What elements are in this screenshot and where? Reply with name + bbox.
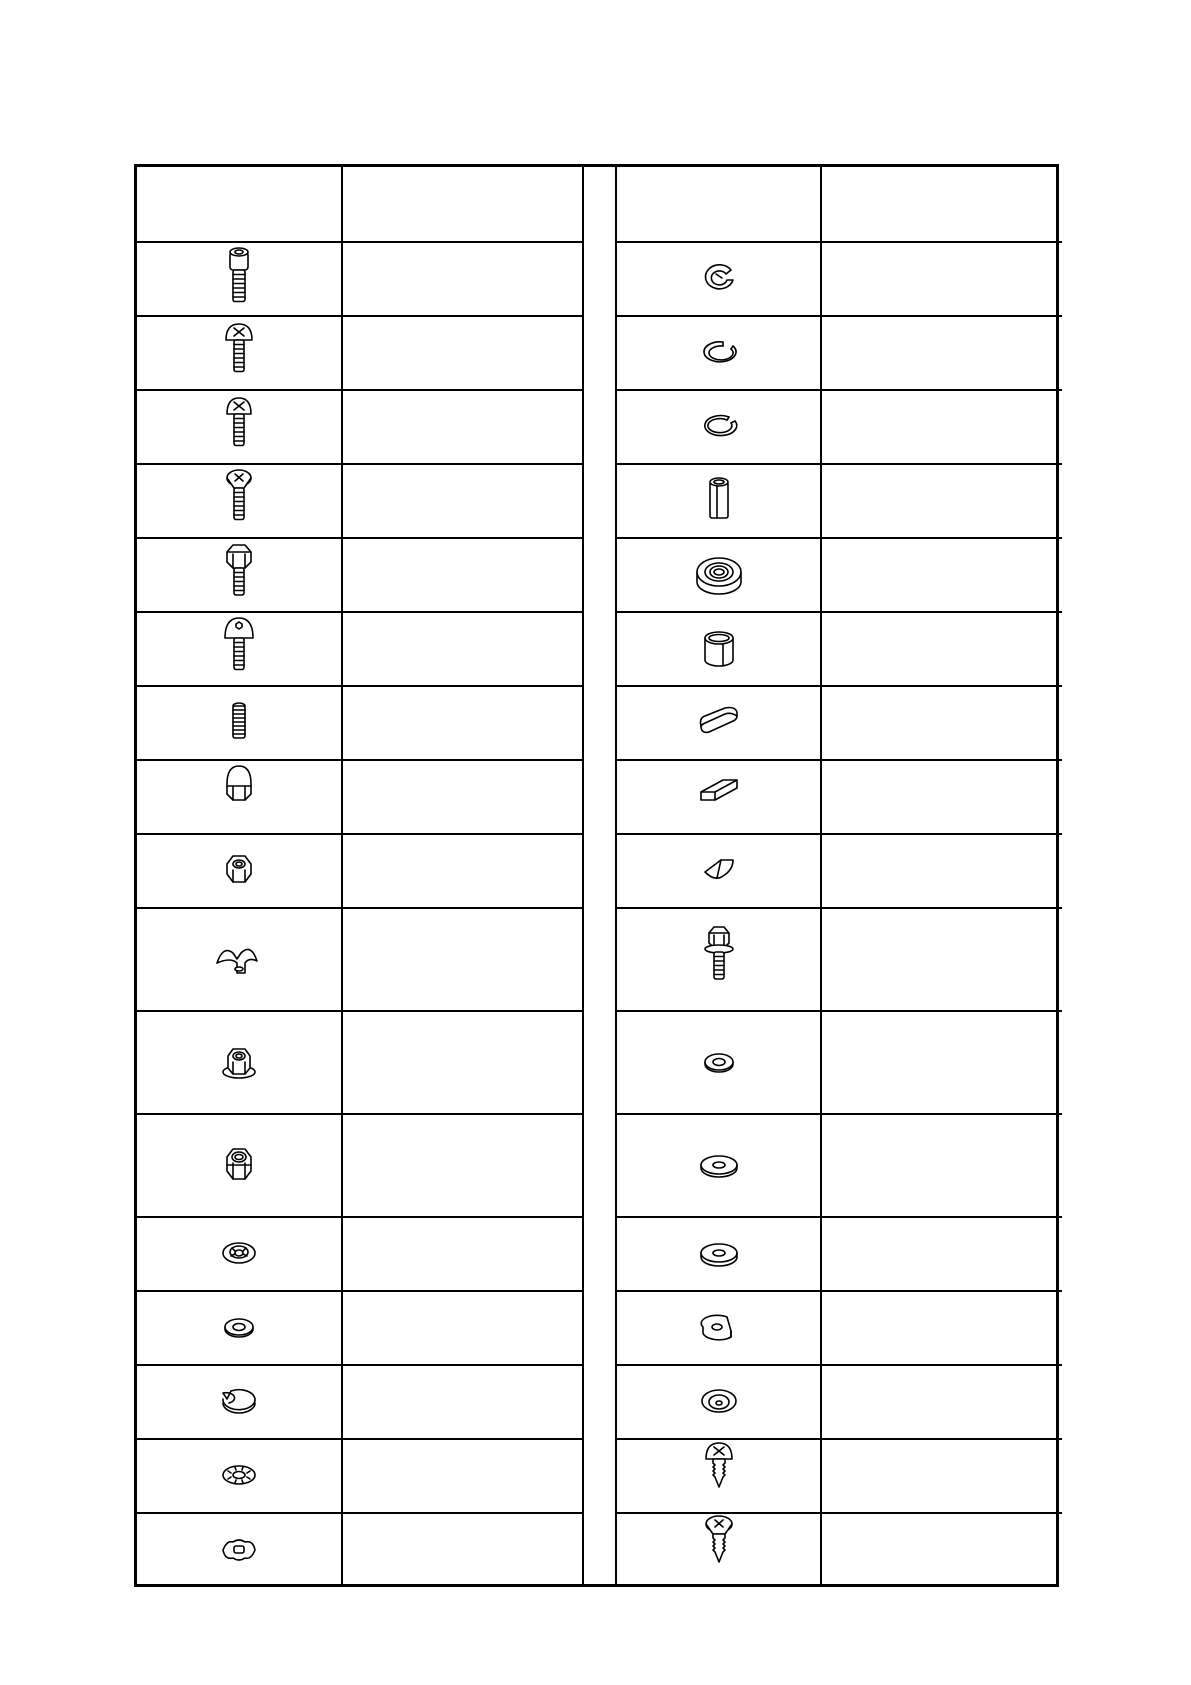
set-screw-icon <box>209 687 269 757</box>
symbol-cell <box>137 1010 341 1113</box>
description-cell <box>351 323 576 381</box>
symbol-cell <box>137 1216 341 1290</box>
symbol-cell <box>137 315 341 389</box>
description-cell <box>351 1446 576 1504</box>
description-cell <box>351 471 576 529</box>
symbol-cell <box>137 463 341 537</box>
external-snap-ring-icon <box>689 391 749 461</box>
description-cell <box>830 767 1055 825</box>
symbol-cell <box>617 537 820 611</box>
symbol-cell <box>137 833 341 907</box>
thick-flat-washer-icon <box>689 1218 749 1288</box>
description-cell <box>351 1018 576 1105</box>
symbol-cell <box>617 907 820 1010</box>
square-key-icon <box>689 761 749 831</box>
description-cell <box>351 249 576 307</box>
symbol-cell <box>137 537 341 611</box>
bushing-icon <box>689 613 749 683</box>
symbol-cell <box>617 1290 820 1364</box>
symbol-cell <box>137 1364 341 1438</box>
parts-symbol-table <box>134 164 1059 1587</box>
symbol-cell <box>617 833 820 907</box>
symbol-cell <box>617 1010 820 1113</box>
description-cell <box>830 1520 1055 1579</box>
pan-head-screw-icon <box>209 317 269 387</box>
description-cell <box>830 619 1055 677</box>
symbol-cell <box>617 1438 820 1512</box>
button-head-hex-screw-icon <box>209 613 269 683</box>
description-cell <box>830 841 1055 899</box>
symbol-cell <box>137 1512 341 1587</box>
description-cell <box>351 619 576 677</box>
description-cell <box>830 1372 1055 1430</box>
symbol-cell <box>137 1438 341 1512</box>
spring-lock-washer-icon <box>209 1366 269 1436</box>
symbol-cell <box>137 1290 341 1364</box>
lock-nut-icon <box>209 1130 269 1200</box>
description-cell <box>351 693 576 751</box>
description-cell <box>351 397 576 455</box>
description-cell <box>830 249 1055 307</box>
symbol-cell <box>137 241 341 315</box>
small-flat-washer-icon <box>689 1027 749 1097</box>
description-cell <box>830 397 1055 455</box>
pan-head-tapping-screw-icon <box>689 1440 749 1510</box>
symbol-cell <box>137 1113 341 1216</box>
symbol-cell <box>137 685 341 759</box>
description-cell <box>830 471 1055 529</box>
description-cell <box>830 693 1055 751</box>
description-cell <box>351 1372 576 1430</box>
acorn-nut-icon <box>209 761 269 831</box>
symbol-cell <box>617 1216 820 1290</box>
description-cell <box>351 545 576 603</box>
flange-nut-icon <box>209 1027 269 1097</box>
description-cell <box>351 1121 576 1208</box>
symbol-cell <box>617 1512 820 1587</box>
flange-bolt-icon <box>689 924 749 994</box>
symbol-cell <box>137 389 341 463</box>
symbol-cell <box>617 759 820 833</box>
symbol-cell <box>617 1113 820 1216</box>
description-cell <box>351 841 576 899</box>
description-cell <box>830 1446 1055 1504</box>
column-divider <box>582 167 584 1584</box>
wave-washer-icon <box>209 1515 269 1585</box>
ball-bearing-icon <box>689 539 749 609</box>
description-cell <box>830 1018 1055 1105</box>
hex-nut-icon <box>209 835 269 905</box>
column-divider <box>820 167 822 1584</box>
hex-bolt-icon <box>209 539 269 609</box>
spring-pin-icon <box>689 465 749 535</box>
woodruff-key-icon <box>689 835 749 905</box>
symbol-cell <box>617 1364 820 1438</box>
description-cell <box>830 1224 1055 1282</box>
description-cell <box>830 1298 1055 1356</box>
symbol-cell <box>137 907 341 1010</box>
symbol-cell <box>617 685 820 759</box>
column-divider <box>341 167 343 1584</box>
description-cell <box>830 1121 1055 1208</box>
toothed-lock-washer-icon <box>209 1440 269 1510</box>
countersunk-washer-icon <box>209 1218 269 1288</box>
e-ring-icon <box>689 243 749 313</box>
wing-nut-icon <box>209 924 269 994</box>
symbol-cell <box>617 463 820 537</box>
medium-flat-washer-icon <box>689 1130 749 1200</box>
cut-washer-icon <box>689 1292 749 1362</box>
description-cell <box>351 915 576 1002</box>
symbol-cell <box>617 611 820 685</box>
page-footer-fragment <box>0 1672 140 1685</box>
symbol-cell <box>617 315 820 389</box>
flat-head-tapping-screw-icon <box>689 1515 749 1585</box>
symbol-cell <box>617 241 820 315</box>
symbol-cell <box>617 389 820 463</box>
plain-washer-icon <box>209 1292 269 1362</box>
description-cell <box>830 915 1055 1002</box>
socket-head-cap-screw-icon <box>209 243 269 313</box>
round-key-icon <box>689 687 749 757</box>
description-cell <box>351 767 576 825</box>
description-cell <box>351 1224 576 1282</box>
description-cell <box>351 1298 576 1356</box>
symbol-cell <box>137 611 341 685</box>
description-cell <box>830 545 1055 603</box>
cup-washer-icon <box>689 1366 749 1436</box>
flat-head-screw-icon <box>209 465 269 535</box>
description-cell <box>351 1520 576 1579</box>
description-cell <box>830 323 1055 381</box>
symbol-cell <box>137 759 341 833</box>
truss-head-screw-icon <box>209 391 269 461</box>
internal-snap-ring-icon <box>689 317 749 387</box>
